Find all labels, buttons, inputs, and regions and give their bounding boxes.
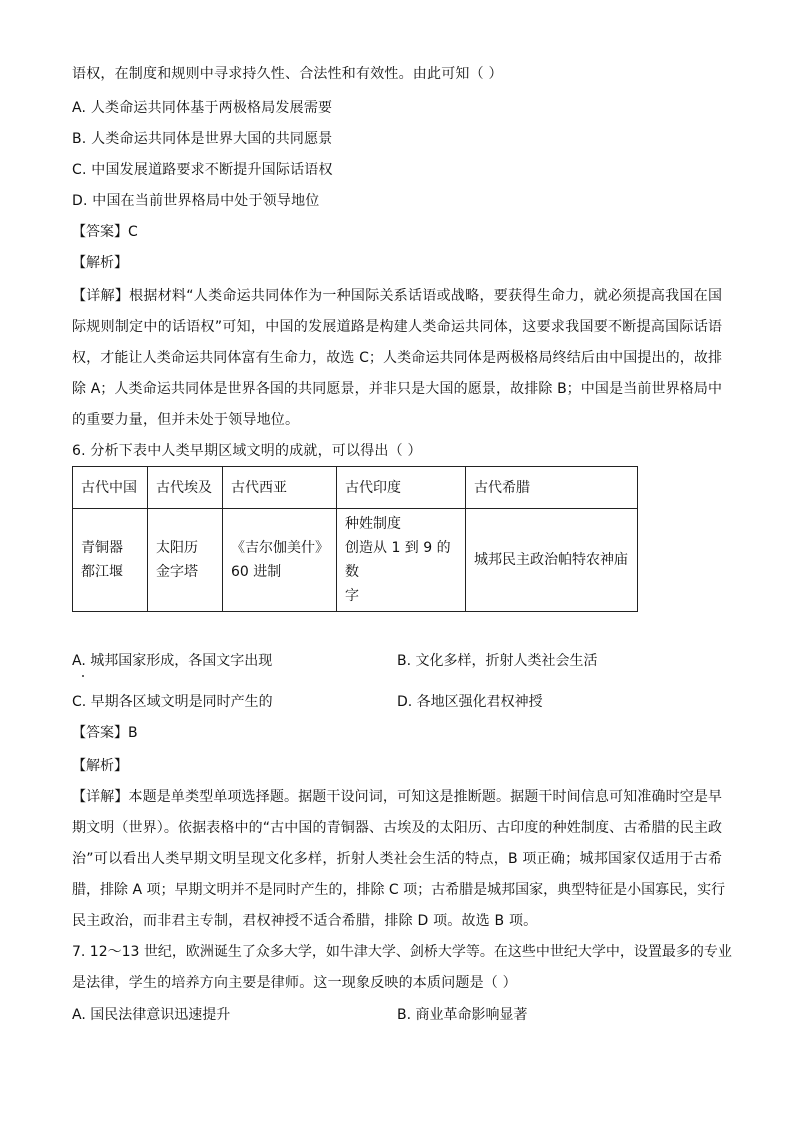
cell-line: 都江堰 bbox=[81, 564, 123, 580]
q7-stem-line: 7. 12～13 世纪，欧洲诞生了众多大学，如牛津大学、剑桥大学等。在这些中世纪大学中，设置最多的专业 bbox=[72, 944, 732, 960]
table-cell-india bbox=[337, 509, 466, 612]
q5-detail-line: 际规则制定中的话语权”可知，中国的发展道路是构建人类命运共同体，这要求我国要不断提高国际话语 bbox=[72, 319, 722, 335]
q6-detail-line: 期文明（世界）。依据表格中的“古中国的青铜器、古埃及的太阳历、古印度的种姓制度、古希腊的民主政 bbox=[72, 820, 722, 836]
table-header-cell: 古代希腊 bbox=[466, 467, 638, 509]
q6-detail-line: 治”可以看出人类早期文明呈现文化多样，折射人类社会生活的特点，B 项正确；城邦国家仅适用于古希 bbox=[72, 851, 722, 867]
table-header-row bbox=[73, 467, 638, 509]
q6-detail-line: 腊，排除 A 项；早期文明并不是同时产生的，排除 C 项；古希腊是城邦国家，典型特征是小国寡民，实行 bbox=[72, 882, 726, 898]
q7-option-a: A. 国民法律意识迅速提升 bbox=[72, 1007, 231, 1023]
cell-line: 青铜器 bbox=[81, 540, 123, 556]
table-header-cell: 古代埃及 bbox=[148, 467, 223, 509]
q6-option-a: A. 城邦国家形成，各国文字出现 bbox=[72, 653, 273, 669]
q5-detail-line: 除 A；人类命运共同体是世界各国的共同愿景，并非只是大国的愿景，故排除 B；中国是当前世界格局中 bbox=[72, 381, 722, 397]
q5-detail-line: 权，才能让人类命运共同体富有生命力，故选 C；人类命运共同体是两极格局终结后由中国提出的，故排 bbox=[72, 350, 722, 366]
cell-line: 城邦民主政治帕特农神庙 bbox=[474, 552, 628, 568]
q5-detail-line: 的重要力量，但并未处于领导地位。 bbox=[72, 412, 300, 428]
q5-analysis-label: 【解析】 bbox=[72, 255, 128, 271]
q5-answer: 【答案】C bbox=[72, 224, 138, 240]
q5-option-c: C. 中国发展道路要求不断提升国际话语权 bbox=[72, 162, 333, 178]
cell-line: 字 bbox=[345, 588, 359, 604]
table-cell-greece bbox=[466, 509, 638, 612]
question-stem-tail: 语权，在制度和规则中寻求持久性、合法性和有效性。由此可知（ ） bbox=[72, 66, 503, 82]
table-cell-egypt bbox=[148, 509, 223, 612]
q7-option-b: B. 商业革命影响显著 bbox=[397, 1007, 528, 1023]
cell-line: 太阳历 bbox=[156, 540, 198, 556]
table-cell-west-asia bbox=[223, 509, 337, 612]
cell-line: 《吉尔伽美什》 bbox=[231, 540, 329, 556]
q5-option-d: D. 中国在当前世界格局中处于领导地位 bbox=[72, 193, 320, 209]
cell-line: 金字塔 bbox=[156, 564, 198, 580]
table-cell-china bbox=[73, 509, 148, 612]
table-header-cell: 古代印度 bbox=[337, 467, 466, 509]
q5-option-b: B. 人类命运共同体是世界大国的共同愿景 bbox=[72, 131, 333, 147]
q7-stem-line: 是法律，学生的培养方向主要是律师。这一现象反映的本质问题是（ ） bbox=[72, 975, 517, 991]
print-speck bbox=[82, 675, 84, 677]
civilization-table bbox=[72, 466, 638, 612]
q6-stem: 6. 分析下表中人类早期区域文明的成就，可以得出（ ） bbox=[72, 443, 422, 459]
q6-detail-line: 民主政治，而非君主专制，君权神授不适合希腊，排除 D 项。故选 B 项。 bbox=[72, 913, 538, 929]
q6-option-d: D. 各地区强化君权神授 bbox=[397, 694, 543, 710]
table-header-cell: 古代西亚 bbox=[223, 467, 337, 509]
q5-option-a: A. 人类命运共同体基于两极格局发展需要 bbox=[72, 100, 333, 116]
q6-analysis-label: 【解析】 bbox=[72, 758, 128, 774]
q6-detail-line: 【详解】本题是单类型单项选择题。据题干设问词，可知这是推断题。据题干时间信息可知准确时空是早 bbox=[72, 789, 722, 805]
cell-line: 60 进制 bbox=[231, 564, 282, 580]
cell-line: 种姓制度 bbox=[345, 516, 401, 532]
table-header-cell: 古代中国 bbox=[73, 467, 148, 509]
q6-option-c: C. 早期各区域文明是同时产生的 bbox=[72, 694, 273, 710]
cell-line: 创造从 1 到 9 的数 bbox=[345, 540, 451, 580]
table-row bbox=[73, 509, 638, 612]
q5-detail-line: 【详解】根据材料“人类命运共同体作为一种国际关系话语或战略，要获得生命力，就必须提高我国在国 bbox=[72, 288, 722, 304]
q6-answer: 【答案】B bbox=[72, 725, 138, 741]
q6-option-b: B. 文化多样，折射人类社会生活 bbox=[397, 653, 598, 669]
